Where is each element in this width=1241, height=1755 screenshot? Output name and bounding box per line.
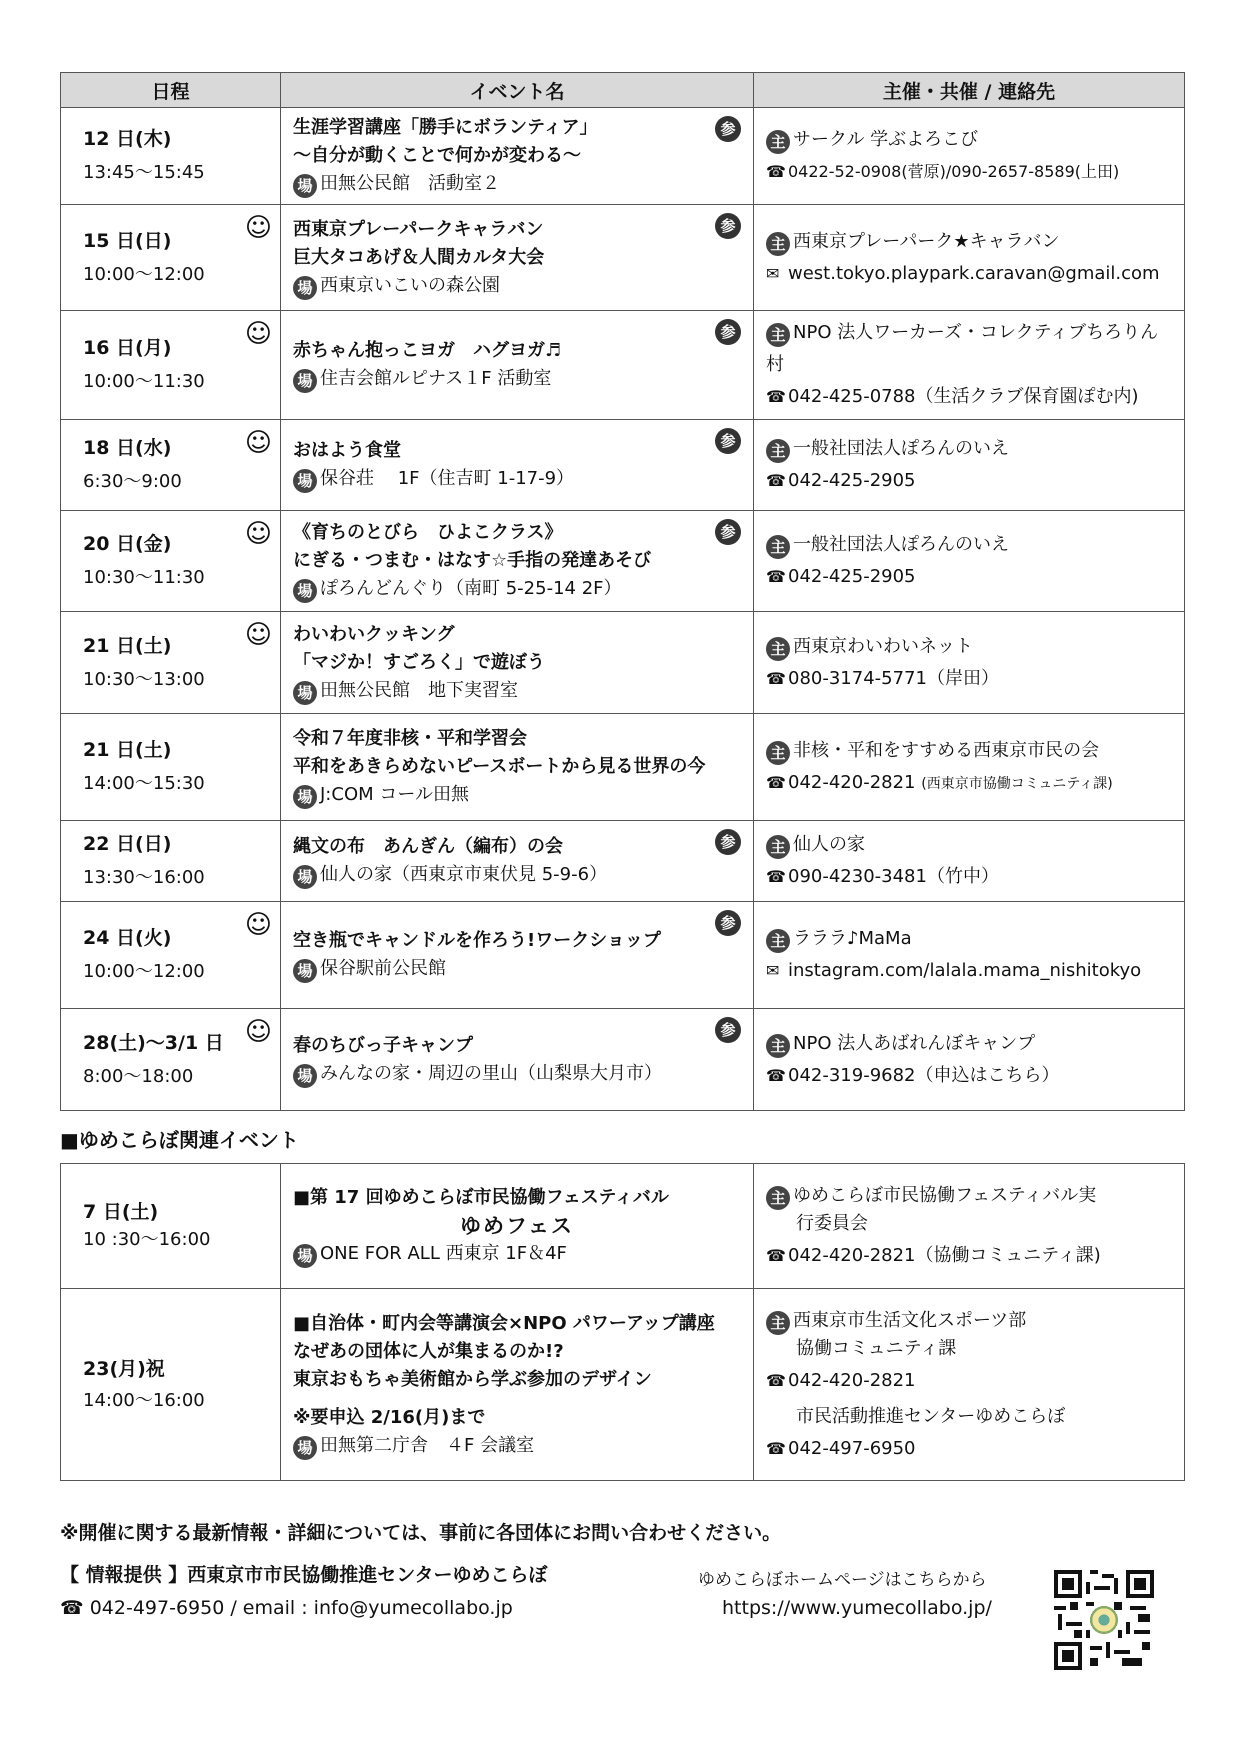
event-day: 20 日(金) bbox=[83, 533, 172, 555]
date-cell bbox=[61, 1289, 281, 1481]
event-cell bbox=[281, 821, 754, 902]
event-day: 12 日(木) bbox=[83, 128, 172, 150]
event-title: 令和７年度非核・平和学習会 bbox=[293, 728, 527, 749]
organizer-badge-icon: 主 bbox=[766, 1034, 790, 1058]
org-name: 非核・平和をすすめる西東京市民の会 bbox=[793, 739, 1100, 761]
event-title: ■第 17 回ゆめこらぼ市民協働フェスティバル bbox=[293, 1187, 669, 1208]
date-cell bbox=[61, 714, 281, 821]
event-cell bbox=[281, 108, 754, 205]
org-name: ゆめこらぼ市民協働フェスティバル実 bbox=[793, 1185, 1097, 1206]
event-day: 24 日(火) bbox=[83, 927, 172, 949]
event-place: 西東京いこいの森公園 bbox=[320, 274, 500, 296]
org-name-2: 市民活動推進センターゆめこらぼ bbox=[796, 1405, 1066, 1427]
phone-icon: ☎ bbox=[766, 1438, 786, 1458]
event-subtitle-2: 東京おもちゃ美術館から学ぶ参加のデザイン bbox=[293, 1368, 652, 1390]
event-title: 縄文の布 あんぎん（編布）の会 bbox=[293, 836, 563, 857]
event-place: 保谷荘 1F（住吉町 1-17-9） bbox=[320, 468, 575, 489]
event-cell bbox=[281, 511, 754, 612]
org-contact-2: 042-497-6950 bbox=[788, 1437, 916, 1459]
date-cell bbox=[61, 205, 281, 311]
organizer-badge-icon: 主 bbox=[766, 535, 790, 559]
event-title: 西東京プレーパークキャラバン bbox=[293, 218, 544, 240]
event-time: 10:30～13:00 bbox=[83, 668, 205, 690]
table-row bbox=[61, 205, 1185, 311]
date-cell bbox=[61, 821, 281, 902]
org-contact: 080-3174-5771（岸田） bbox=[788, 667, 999, 689]
homepage-label: ゆめこらぼホームページはこちらから bbox=[698, 1570, 987, 1590]
event-place: 田無公民館 地下実習室 bbox=[320, 679, 518, 701]
org-cell bbox=[754, 205, 1185, 311]
date-cell bbox=[61, 902, 281, 1009]
date-cell bbox=[61, 311, 281, 420]
table-row bbox=[61, 108, 1185, 205]
org-contact: 042-420-2821 bbox=[788, 1369, 916, 1391]
event-title: にぎる・つまむ・はなす☆手指の発達あそび bbox=[293, 550, 652, 571]
phone-icon: ☎ bbox=[60, 1597, 84, 1619]
org-cell bbox=[754, 511, 1185, 612]
organizer-badge-icon: 主 bbox=[766, 130, 790, 154]
event-place: 保谷駅前公民館 bbox=[320, 958, 446, 979]
place-badge-icon: 場 bbox=[293, 959, 317, 983]
participation-badge-icon: 参 bbox=[715, 829, 741, 855]
event-title: おはよう食堂 bbox=[293, 440, 401, 461]
participation-badge-icon: 参 bbox=[715, 116, 741, 142]
org-name: NPO 法人あばれんぼキャンプ bbox=[793, 1032, 1036, 1054]
event-time: 10:00～12:00 bbox=[83, 263, 205, 285]
event-title: 生涯学習講座「勝手にボランティア」 bbox=[293, 117, 598, 138]
provider-contact bbox=[60, 1597, 513, 1619]
org-cell bbox=[754, 1164, 1185, 1289]
smile-icon: ☺ bbox=[244, 1017, 272, 1047]
org-contact: 042-319-9682（申込はこちら） bbox=[788, 1064, 1060, 1086]
org-contact-note: (西東京市協働コミュニティ課) bbox=[921, 775, 1113, 792]
event-place: みんなの家・周辺の里山（山梨県大月市） bbox=[320, 1062, 662, 1084]
event-cell bbox=[281, 1289, 754, 1481]
phone-icon: ☎ bbox=[766, 1246, 786, 1265]
place-badge-icon: 場 bbox=[293, 1064, 317, 1088]
participation-badge-icon: 参 bbox=[715, 319, 741, 345]
event-cell bbox=[281, 714, 754, 821]
org-contact: 042-420-2821（協働コミュニティ課) bbox=[788, 1245, 1101, 1266]
org-contact[interactable]: west.tokyo.playpark.caravan@gmail.com bbox=[788, 262, 1160, 284]
org-cell bbox=[754, 612, 1185, 714]
event-title: 巨大タコあげ＆人間カルタ大会 bbox=[293, 246, 545, 268]
event-subtitle: なぜあの団体に人が集まるのか!? bbox=[293, 1340, 564, 1362]
event-cell bbox=[281, 205, 754, 311]
header-event: イベント名 bbox=[281, 73, 754, 108]
phone-icon: ☎ bbox=[766, 387, 786, 406]
organizer-badge-icon: 主 bbox=[766, 323, 790, 347]
place-badge-icon: 場 bbox=[293, 579, 317, 603]
org-cell bbox=[754, 1289, 1185, 1481]
event-title: ～自分が動くことで何かが変わる～ bbox=[293, 145, 581, 166]
smile-icon: ☺ bbox=[244, 319, 272, 349]
smile-icon: ☺ bbox=[244, 620, 272, 650]
event-cell bbox=[281, 1009, 754, 1111]
event-title: 春のちびっ子キャンプ bbox=[293, 1034, 473, 1056]
event-day: 16 日(月) bbox=[83, 337, 172, 359]
organizer-badge-icon: 主 bbox=[766, 835, 790, 859]
participation-badge-icon: 参 bbox=[715, 428, 741, 454]
table-row bbox=[61, 420, 1185, 511]
event-time: 14:00～16:00 bbox=[83, 1389, 205, 1411]
participation-badge-icon: 参 bbox=[715, 910, 741, 936]
phone-icon: ☎ bbox=[766, 567, 786, 586]
event-place: 田無公民館 活動室２ bbox=[320, 173, 500, 194]
event-title: 「マジか！すごろく」で遊ぼう bbox=[293, 651, 545, 673]
events-table bbox=[60, 72, 1185, 1111]
organizer-badge-icon: 主 bbox=[766, 741, 790, 765]
organizer-badge-icon: 主 bbox=[766, 439, 790, 463]
event-title: ■自治体・町内会等講演会×NPO パワーアップ講座 bbox=[293, 1312, 715, 1334]
event-place: 仙人の家（西東京市東伏見 5-9-6） bbox=[320, 864, 608, 885]
phone-icon: ☎ bbox=[766, 867, 786, 886]
date-cell bbox=[61, 612, 281, 714]
provider-contact-text: 042-497-6950 / email : info@yumecollabo.jp bbox=[89, 1597, 513, 1619]
related-section-title: ■ゆめこらぼ関連イベント bbox=[60, 1128, 299, 1152]
qr-code-icon[interactable] bbox=[1054, 1570, 1154, 1670]
event-time: 10:30～11:30 bbox=[83, 567, 205, 588]
event-subtitle: ゆめフェス bbox=[460, 1214, 574, 1238]
org-contact[interactable]: instagram.com/lalala.mama_nishitokyo bbox=[788, 960, 1142, 981]
event-title: 赤ちゃん抱っこヨガ ハグヨガ♬ bbox=[293, 340, 562, 361]
event-time: 13:45～15:45 bbox=[83, 162, 205, 183]
mail-icon: ✉ bbox=[766, 961, 780, 980]
date-cell bbox=[61, 1009, 281, 1111]
event-time: 14:00～15:30 bbox=[83, 773, 205, 794]
place-badge-icon: 場 bbox=[293, 369, 317, 393]
org-contact: 042-425-2905 bbox=[788, 566, 916, 587]
org-name: NPO 法人ワーカーズ・コレクティブちろりん村 bbox=[766, 322, 1159, 375]
org-name: 西東京市生活文化スポーツ部 bbox=[793, 1309, 1027, 1331]
table-row bbox=[61, 1289, 1185, 1481]
place-badge-icon: 場 bbox=[293, 865, 317, 889]
table-row bbox=[61, 511, 1185, 612]
org-cell bbox=[754, 311, 1185, 420]
homepage-link[interactable]: https://www.yumecollabo.jp/ bbox=[722, 1597, 992, 1619]
org-cell bbox=[754, 108, 1185, 205]
org-contact: 042-425-0788（生活クラブ保育園ぽむ内) bbox=[788, 386, 1139, 407]
header-date: 日程 bbox=[61, 73, 281, 108]
event-day: 18 日(水) bbox=[83, 437, 172, 459]
event-day: 28(土)～3/1 日 bbox=[83, 1031, 224, 1054]
footer-notice: ※開催に関する最新情報・詳細については、事前に各団体にお問い合わせください。 bbox=[60, 1522, 782, 1544]
place-badge-icon: 場 bbox=[293, 1244, 317, 1268]
event-place: ONE FOR ALL 西東京 1F＆4F bbox=[320, 1243, 567, 1264]
event-day: 21 日(土) bbox=[83, 739, 172, 761]
table-row bbox=[61, 311, 1185, 420]
event-time: 10:00～12:00 bbox=[83, 961, 205, 982]
org-name-cont: 行委員会 bbox=[796, 1213, 868, 1234]
event-place: ぽろんどんぐり（南町 5-25-14 2F） bbox=[320, 578, 622, 599]
organizer-badge-icon: 主 bbox=[766, 1311, 790, 1335]
event-place: 住吉会館ルピナス１F 活動室 bbox=[320, 368, 552, 389]
participation-badge-icon: 参 bbox=[715, 519, 741, 545]
event-title: 平和をあきらめないピースボートから見る世界の今 bbox=[293, 756, 706, 777]
table-row bbox=[61, 902, 1185, 1009]
phone-icon: ☎ bbox=[766, 1370, 786, 1390]
org-name: サークル 学ぶよろこび bbox=[793, 129, 979, 150]
org-cell bbox=[754, 1009, 1185, 1111]
place-badge-icon: 場 bbox=[293, 174, 317, 198]
place-badge-icon: 場 bbox=[293, 276, 317, 300]
event-place: J:COM コール田無 bbox=[320, 784, 470, 805]
event-time: 10:00～11:30 bbox=[83, 371, 205, 392]
organizer-badge-icon: 主 bbox=[766, 1186, 790, 1210]
event-day: 21 日(土) bbox=[83, 634, 172, 657]
date-cell bbox=[61, 511, 281, 612]
org-contact: 042-425-2905 bbox=[788, 470, 916, 491]
date-cell bbox=[61, 420, 281, 511]
event-title: 《育ちのとびら ひよこクラス》 bbox=[293, 522, 563, 543]
organizer-badge-icon: 主 bbox=[766, 637, 790, 661]
smile-icon: ☺ bbox=[244, 519, 272, 549]
phone-icon: ☎ bbox=[766, 1065, 786, 1085]
event-day: 15 日(日) bbox=[83, 229, 172, 252]
date-cell bbox=[61, 1164, 281, 1289]
org-name: ラララ♪MaMa bbox=[793, 928, 912, 949]
org-cell bbox=[754, 714, 1185, 821]
phone-icon: ☎ bbox=[766, 471, 786, 490]
info-provider: 【 情報提供 】西東京市市民協働推進センターゆめこらぼ bbox=[60, 1564, 548, 1586]
event-cell bbox=[281, 1164, 754, 1289]
place-badge-icon: 場 bbox=[293, 681, 317, 705]
smile-icon: ☺ bbox=[244, 213, 272, 243]
event-cell bbox=[281, 612, 754, 714]
organizer-badge-icon: 主 bbox=[766, 232, 790, 256]
org-cell bbox=[754, 821, 1185, 902]
event-time: 8:00～18:00 bbox=[83, 1065, 194, 1087]
phone-icon: ☎ bbox=[766, 772, 786, 792]
event-note: ※要申込 2/16(月)まで bbox=[293, 1406, 486, 1428]
org-name: 一般社団法人ぽろんのいえ bbox=[793, 534, 1009, 555]
org-contact: 042-420-2821 bbox=[788, 771, 916, 793]
org-name-cont: 協働コミュニティ課 bbox=[796, 1337, 957, 1359]
place-badge-icon: 場 bbox=[293, 785, 317, 809]
place-badge-icon: 場 bbox=[293, 469, 317, 493]
participation-badge-icon: 参 bbox=[715, 213, 741, 239]
table-row bbox=[61, 1009, 1185, 1111]
org-name: 仙人の家 bbox=[793, 834, 865, 855]
smile-icon: ☺ bbox=[244, 910, 272, 940]
org-cell bbox=[754, 902, 1185, 1009]
phone-icon: ☎ bbox=[766, 162, 786, 181]
place-badge-icon: 場 bbox=[293, 1436, 317, 1460]
event-time: 10 :30～16:00 bbox=[83, 1229, 211, 1250]
event-cell bbox=[281, 902, 754, 1009]
event-place: 田無第二庁舎 ４F 会議室 bbox=[320, 1434, 535, 1456]
event-time: 13:30～16:00 bbox=[83, 867, 205, 888]
mail-icon: ✉ bbox=[766, 263, 780, 283]
event-cell bbox=[281, 311, 754, 420]
date-cell bbox=[61, 108, 281, 205]
event-day: 7 日(土) bbox=[83, 1201, 159, 1223]
org-contact: 0422-52-0908(菅原)/090-2657-8589(上田) bbox=[788, 162, 1120, 181]
table-row bbox=[61, 1164, 1185, 1289]
event-day: 22 日(日) bbox=[83, 833, 172, 855]
event-day: 23(月)祝 bbox=[83, 1357, 165, 1380]
event-title: 空き瓶でキャンドルを作ろう!ワークショップ bbox=[293, 930, 661, 951]
organizer-badge-icon: 主 bbox=[766, 929, 790, 953]
event-cell bbox=[281, 420, 754, 511]
event-title: わいわいクッキング bbox=[293, 623, 455, 645]
table-row bbox=[61, 714, 1185, 821]
phone-icon: ☎ bbox=[766, 668, 786, 688]
org-contact: 090-4230-3481（竹中） bbox=[788, 866, 999, 887]
org-name: 一般社団法人ぽろんのいえ bbox=[793, 438, 1009, 459]
org-name: 西東京わいわいネット bbox=[793, 635, 973, 657]
table-row bbox=[61, 612, 1185, 714]
smile-icon: ☺ bbox=[244, 428, 272, 458]
related-table bbox=[60, 1163, 1185, 1481]
org-cell bbox=[754, 420, 1185, 511]
participation-badge-icon: 参 bbox=[715, 1017, 741, 1043]
table-row bbox=[61, 821, 1185, 902]
event-time: 6:30～9:00 bbox=[83, 471, 182, 492]
header-org: 主催・共催 / 連絡先 bbox=[754, 73, 1185, 108]
org-name: 西東京プレーパーク★キャラバン bbox=[793, 230, 1060, 252]
